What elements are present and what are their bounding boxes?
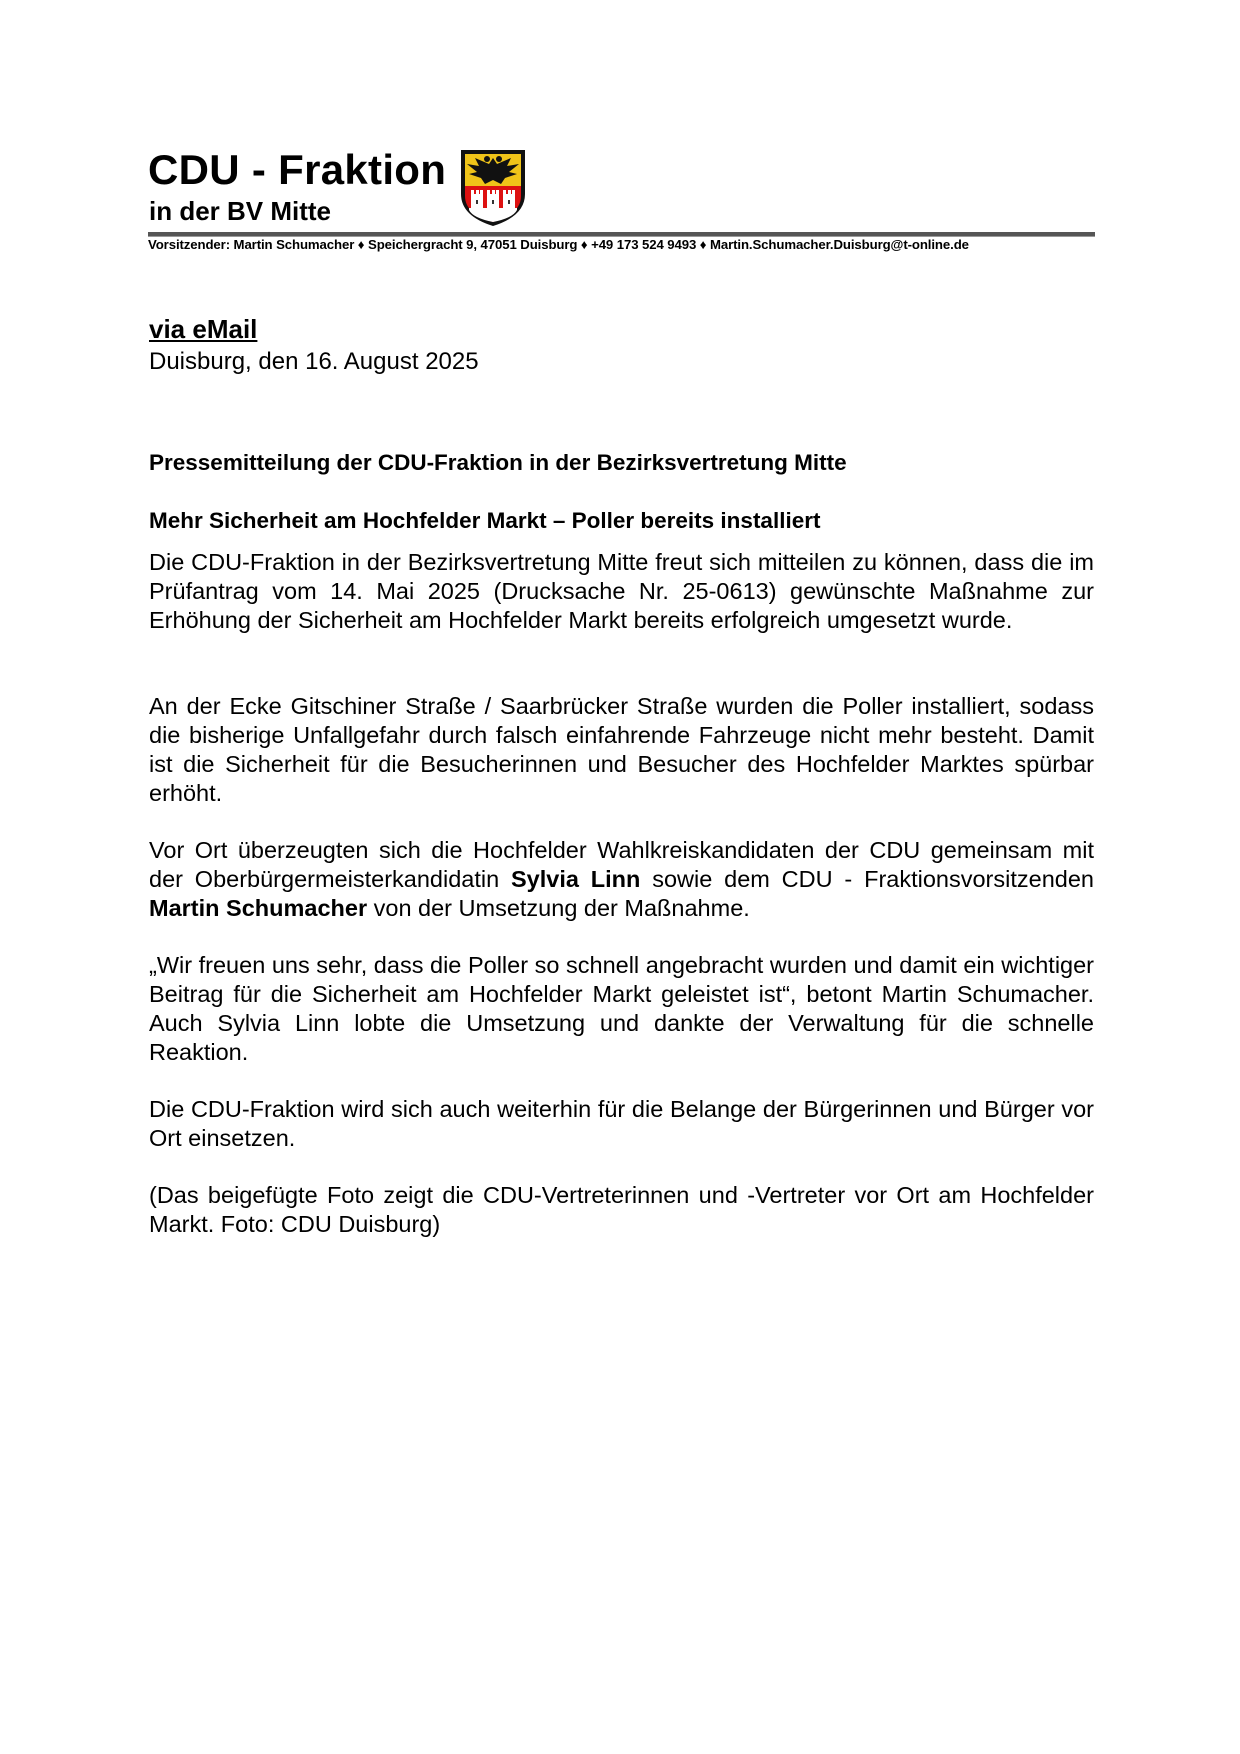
delivery-method: via eMail (149, 314, 258, 344)
date-line: Duisburg, den 16. August 2025 (149, 348, 479, 375)
letterhead-subtitle: in der BV Mitte (149, 196, 332, 226)
contact-line: Vorsitzender: Martin Schumacher ♦ Speichergracht 9, 47051 Duisburg ♦ +49 173 524 9493 ♦ Martin.Schumacher.Duisburg@t-online.de (148, 237, 969, 252)
name-sylvia-linn: Sylvia Linn (511, 866, 641, 892)
name-martin-schumacher: Martin Schumacher (149, 895, 368, 921)
paragraph-5: Die CDU-Fraktion wird sich auch weiterhin für die Belange der Bürgerinnen und Bürger vor Ort einsetzen. (149, 1096, 1094, 1151)
paragraph-3-text-a: Vor Ort überzeugten sich die Hochfelder Wahlkreiskandidaten der CDU gemeinsam mit der Oberbürgermeisterkandidatin (149, 837, 1094, 892)
paragraph-3-text-e: von der Umsetzung der Maßnahme. (367, 895, 750, 921)
paragraph-2: An der Ecke Gitschiner Straße / Saarbrücker Straße wurden die Poller installiert, sodass die bisherige Unfallgefahr durch falsch einfahrende Fahrzeuge nicht mehr besteht. Damit ist die Sicherheit für die Besucherinnen und Besucher des Hochfelder Marktes spürbar erhöht. (149, 693, 1094, 806)
paragraph-3 (149, 836, 1094, 923)
duisburg-coat-of-arms-icon (461, 150, 525, 226)
press-release-subheadline: Mehr Sicherheit am Hochfelder Markt – Poller bereits installiert (149, 508, 821, 533)
letterhead-title: CDU - Fraktion (148, 146, 447, 193)
paragraph-4-quote: „Wir freuen uns sehr, dass die Poller so schnell angebracht wurden und damit ein wichtiger Beitrag für die Sicherheit am Hochfelder Markt geleistet ist“, betont Martin Schumacher. Auch Sylvia Linn lobte die Umsetzung und dankte der Verwaltung für die schnelle Reaktion. (149, 952, 1094, 1065)
photo-caption: (Das beigefügte Foto zeigt die CDU-Vertreterinnen und -Vertreter vor Ort am Hochfelder Markt. Foto: CDU Duisburg) (149, 1182, 1094, 1237)
paragraph-3-text-c: sowie dem CDU - Fraktionsvorsitzenden (640, 866, 1094, 892)
paragraph-1: Die CDU-Fraktion in der Bezirksvertretung Mitte freut sich mitteilen zu können, dass die im Prüfantrag vom 14. Mai 2025 (Drucksache Nr. 25-0613) gewünschte Maßnahme zur Erhöhung der Sicherheit am Hochfelder Markt bereits erfolgreich umgesetzt wurde. (149, 549, 1094, 633)
press-release-headline: Pressemitteilung der CDU-Fraktion in der Bezirksvertretung Mitte (149, 450, 847, 475)
